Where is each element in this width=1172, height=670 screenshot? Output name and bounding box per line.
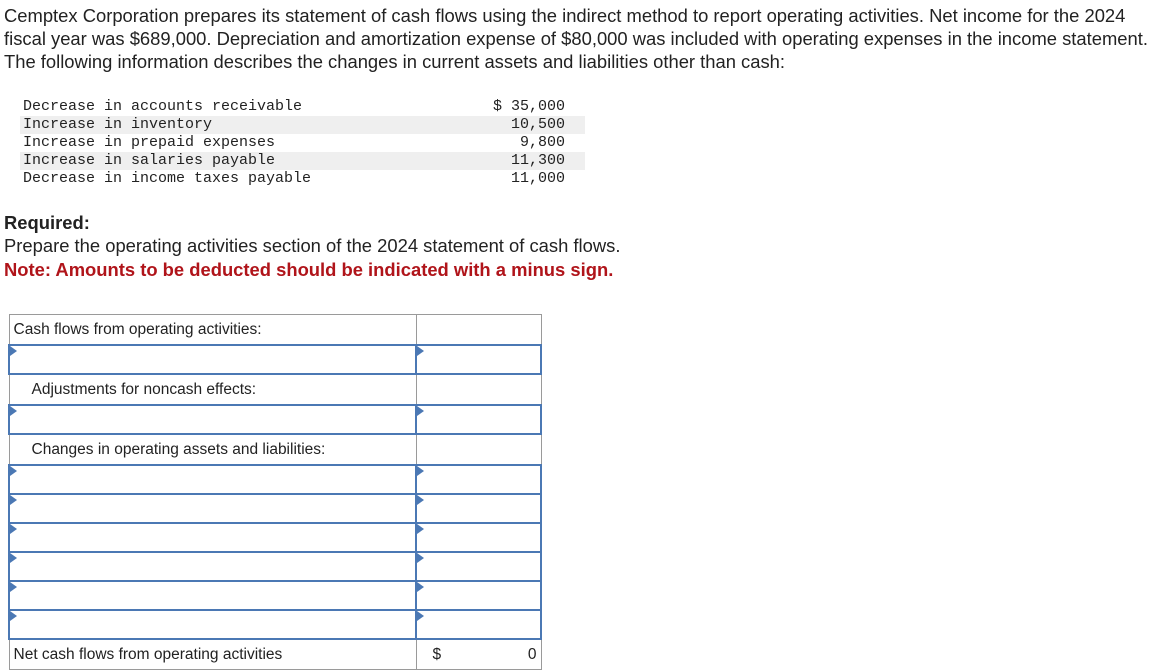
empty-cell — [416, 434, 541, 465]
change-amount: 11,300 — [392, 152, 585, 170]
line-item-dropdown[interactable] — [9, 523, 416, 552]
total-currency: $ — [432, 645, 442, 663]
change-label: Decrease in accounts receivable — [23, 98, 303, 115]
change-row — [9, 494, 541, 523]
amount-input[interactable] — [416, 494, 541, 523]
operating-activities-worksheet — [8, 314, 542, 670]
dropdown-arrow-icon — [10, 495, 17, 505]
worksheet-header: Cash flows from operating activities: — [9, 315, 416, 346]
line-item-dropdown[interactable] — [9, 494, 416, 523]
amount-input[interactable] — [416, 523, 541, 552]
line-item-dropdown[interactable] — [9, 465, 416, 494]
changes-row — [20, 98, 585, 116]
dropdown-arrow-icon — [10, 406, 17, 416]
dropdown-arrow-icon — [10, 524, 17, 534]
dropdown-arrow-icon — [417, 495, 424, 505]
change-amount: 10,500 — [392, 116, 585, 134]
total-label: Net cash flows from operating activities — [9, 639, 416, 670]
line-item-dropdown[interactable] — [9, 405, 416, 434]
required-note: Note: Amounts to be deducted should be indicated with a minus sign. — [4, 259, 614, 280]
required-heading: Required: — [4, 212, 90, 233]
change-amount: 9,800 — [519, 134, 565, 151]
dropdown-arrow-icon — [10, 346, 17, 356]
change-label: Increase in salaries payable — [20, 152, 392, 170]
adjustments-label-row — [9, 374, 541, 405]
change-row — [9, 610, 541, 639]
amount-input[interactable] — [416, 610, 541, 639]
net-income-row — [9, 345, 541, 374]
total-row — [9, 639, 541, 670]
changes-label-row — [9, 434, 541, 465]
empty-cell — [416, 315, 541, 346]
dropdown-arrow-icon — [10, 582, 17, 592]
dropdown-arrow-icon — [417, 553, 424, 563]
line-item-dropdown[interactable] — [9, 610, 416, 639]
change-amount: $ 35,000 — [492, 98, 565, 115]
amount-input[interactable] — [416, 465, 541, 494]
line-item-dropdown[interactable] — [9, 581, 416, 610]
changes-row — [20, 116, 585, 134]
changes-table — [20, 98, 585, 188]
change-row — [9, 581, 541, 610]
changes-row — [20, 170, 585, 188]
dropdown-arrow-icon — [417, 524, 424, 534]
dropdown-arrow-icon — [10, 553, 17, 563]
total-value: 0 — [527, 645, 537, 663]
change-row — [9, 552, 541, 581]
dropdown-arrow-icon — [10, 466, 17, 476]
adjustment-row — [9, 405, 541, 434]
empty-cell — [416, 374, 541, 405]
change-label: Increase in inventory — [20, 116, 392, 134]
change-label: Increase in prepaid expenses — [23, 134, 276, 151]
change-amount: 11,000 — [510, 170, 565, 187]
dropdown-arrow-icon — [417, 582, 424, 592]
changes-label: Changes in operating assets and liabilities: — [9, 434, 416, 465]
changes-row — [20, 152, 585, 170]
worksheet-header-row — [9, 315, 541, 346]
total-amount — [416, 639, 541, 670]
amount-input[interactable] — [416, 552, 541, 581]
change-row — [9, 465, 541, 494]
adjustments-label: Adjustments for noncash effects: — [9, 374, 416, 405]
dropdown-arrow-icon — [417, 406, 424, 416]
dropdown-arrow-icon — [417, 346, 424, 356]
line-item-dropdown[interactable] — [9, 345, 416, 374]
changes-row — [20, 134, 585, 152]
required-instruction: Prepare the operating activities section of the 2024 statement of cash flows. — [4, 235, 621, 256]
dropdown-arrow-icon — [417, 611, 424, 621]
change-row — [9, 523, 541, 552]
dropdown-arrow-icon — [10, 611, 17, 621]
amount-input[interactable] — [416, 405, 541, 434]
problem-statement: Cemptex Corporation prepares its statement of cash flows using the indirect method to report operating activities. Net income for the 2024 fiscal year was $689,000. Depreciation and amortization expense of $80,000 was included with operating expenses in the income statement. The following information describes the changes in current assets and liabilities other than cash: — [4, 5, 1148, 72]
dropdown-arrow-icon — [417, 466, 424, 476]
amount-input[interactable] — [416, 345, 541, 374]
line-item-dropdown[interactable] — [9, 552, 416, 581]
amount-input[interactable] — [416, 581, 541, 610]
change-label: Decrease in income taxes payable — [23, 170, 312, 187]
